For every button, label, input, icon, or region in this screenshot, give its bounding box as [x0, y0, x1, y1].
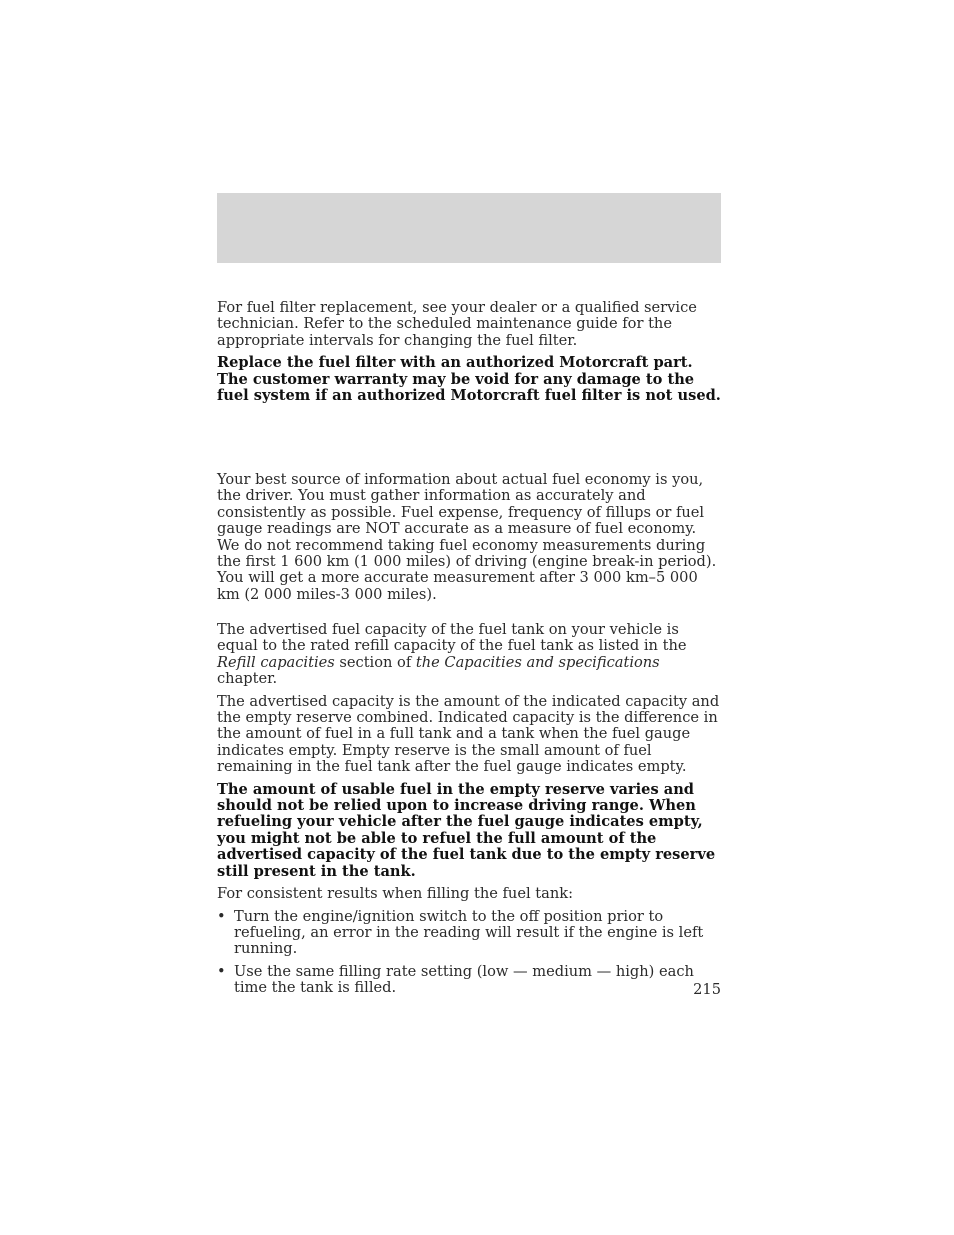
capacity-p1-end: chapter.	[217, 670, 278, 688]
capacity-p1-mid: section of	[334, 653, 416, 671]
list-item-text: Turn the engine/ignition switch to the off position prior to refueling, an error in the reading will result if the engine is left running.	[234, 907, 704, 958]
capacity-p1-start: The advertised fuel capacity of the fuel tank on your vehicle is equal to the rated refill capacity of the fuel tank as listed in the	[217, 621, 687, 655]
fuel-economy-section	[217, 472, 721, 603]
fuel-filter-paragraph: For fuel filter replacement, see your dealer or a qualified service technician. Refer to the scheduled maintenance guide for the appropriate intervals for changing the fuel filter.	[217, 299, 697, 349]
list-item	[217, 909, 721, 958]
bullet-icon: •	[217, 907, 226, 925]
empty-reserve-warning: The amount of usable fuel in the empty reserve varies and should not be relied upon to increase driving range. When refueling your vehicle after the fuel gauge indicates empty, you might not be able to refuel the full amount of the advertised capacity of the fuel tank due to the empty reserve still present in the tank.	[217, 780, 716, 880]
fuel-filter-section	[217, 300, 721, 404]
fuel-filter-warning: Replace the fuel filter with an authorized Motorcraft part. The customer warranty may be void for any damage to the fuel system if an authorized Motorcraft fuel filter is not used.	[217, 354, 721, 405]
capacity-paragraph-1	[217, 622, 721, 688]
fuel-economy-paragraph: Your best source of information about actual fuel economy is you, the driver. You must gather information as accurately and consistently as possible. Fuel expense, frequency of fillups or fuel gauge readings are NOT accurate as a measure of fuel economy. We do not recommend taking fuel economy measurements during the first 1 600 km (1 000 miles) of driving (engine break-in period). You will get a more accurate measurement after 3 000 km–5 000 km (2 000 miles-3 000 miles).	[217, 471, 717, 603]
list-item-text: Use the same filling rate setting (low — medium — high) each time the tank is filled.	[234, 962, 694, 997]
bullet-icon: •	[217, 962, 226, 980]
refill-capacities-ref: Refill capacities	[217, 653, 335, 671]
capacity-paragraph-2: The advertised capacity is the amount of the indicated capacity and the empty reserve combined. Indicated capacity is the difference in the amount of fuel in a full tank and a tank when the fuel gauge indicates empty. Empty reserve is the small amount of fuel remaining in the fuel tank after the fuel gauge indicates empty.	[217, 692, 720, 776]
page-number: 215	[693, 981, 721, 998]
capacities-chapter-ref: the Capacities and specifications	[415, 653, 660, 671]
fuel-capacity-section	[217, 622, 721, 997]
filling-intro: For consistent results when filling the fuel tank:	[217, 885, 573, 903]
section-header-band	[217, 193, 721, 263]
